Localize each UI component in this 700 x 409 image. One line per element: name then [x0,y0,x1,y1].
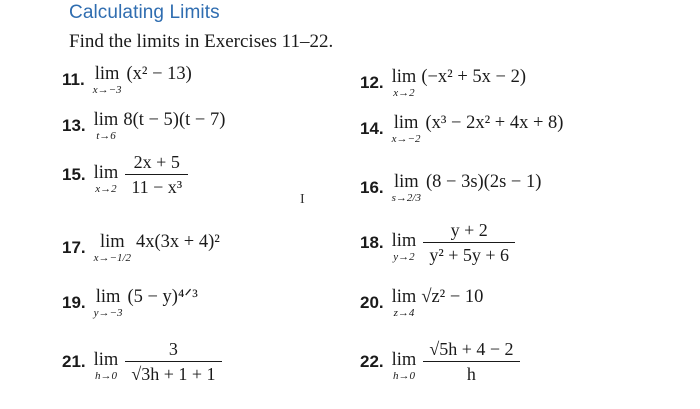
exercise-number: 19. [62,293,86,312]
limit-expression: 4x(3x + 4)² [136,231,220,252]
limit-operator [94,110,119,142]
denominator: y² + 5y + 6 [429,245,510,265]
exercise-number: 15. [62,164,86,184]
limit-subscript: t→6 [96,130,116,142]
lim-word: lim [393,172,419,192]
limit-operator [392,172,421,204]
numerator: 3 [168,339,178,359]
limit-expression: 8(t − 5)(t − 7) [123,109,226,130]
numerator: 2x + 5 [133,152,180,172]
lim-word: lim [95,287,121,307]
limit-subscript: h→0 [94,369,117,382]
denominator: 11 − x³ [131,177,183,197]
exercise-20 [360,287,483,319]
lim-word: lim [93,162,119,183]
limit-operator [392,67,417,99]
exercise-18 [360,220,515,265]
lim-word: lim [391,67,417,87]
numerator: y + 2 [450,220,488,240]
exercise-21 [62,339,222,384]
fraction [423,339,519,384]
exercise-number: 20. [360,293,384,312]
limit-subscript: x→−2 [391,133,421,145]
exercise-17 [62,232,220,264]
limit-subscript: z→4 [393,307,415,319]
limit-subscript: y→−3 [93,307,123,319]
exercise-16 [360,172,541,204]
exercise-12 [360,67,526,99]
exercise-11 [62,64,192,96]
instructions: Find the limits in Exercises 11–22. [69,31,334,52]
limit-operator [94,232,131,264]
fraction [125,152,188,197]
exercise-15 [62,152,188,197]
limit-expression: (x³ − 2x² + 4x + 8) [425,112,564,133]
denominator: h [466,364,476,384]
limit-expression: (8 − 3s)(2s − 1) [425,171,542,192]
lim-word: lim [99,232,125,252]
limit-operator [392,113,421,145]
lim-word: lim [94,64,120,84]
limit-operator [94,163,119,195]
lim-word: lim [93,349,119,370]
text-cursor-icon: I [300,192,305,207]
limit-subscript: x→2 [393,87,415,99]
denominator: √3h + 1 + 1 [131,364,216,384]
limit-subscript: y→2 [393,250,415,263]
limit-expression: (x² − 13) [126,63,192,84]
limit-operator [94,350,119,382]
limit-subscript: h→0 [392,369,415,382]
exercise-number: 18. [360,232,384,252]
exercise-number: 16. [360,178,384,197]
lim-word: lim [93,110,119,130]
limit-operator [392,231,417,263]
exercise-13 [62,110,225,142]
limit-subscript: s→2/3 [391,192,421,204]
numerator: √5h + 4 − 2 [429,339,514,359]
exercise-number: 12. [360,73,384,92]
exercise-number: 14. [360,119,384,138]
limit-expression: (−x² + 5x − 2) [421,66,526,87]
exercise-number: 17. [62,238,86,257]
exercise-number: 11. [62,70,85,89]
exercise-number: 21. [62,351,86,371]
limit-operator [392,350,417,382]
limit-subscript: x→2 [95,182,117,195]
lim-word: lim [391,287,417,307]
exercise-19 [62,287,198,319]
limit-subscript: x→−3 [92,84,122,96]
exercise-number: 13. [62,116,86,135]
fraction [423,220,515,265]
limit-operator [93,64,122,96]
lim-word: lim [393,113,419,133]
lim-word: lim [391,349,417,370]
limit-subscript: x→−1/2 [93,252,132,264]
limit-operator [392,287,417,319]
lim-word: lim [391,230,417,251]
limit-operator [94,287,123,319]
section-heading: Calculating Limits [69,2,220,23]
limit-expression: √z² − 10 [421,286,484,307]
exercise-22 [360,339,520,384]
limit-expression: (5 − y)⁴ᐟ³ [127,287,198,307]
exercise-14 [360,113,563,145]
exercise-number: 22. [360,351,384,371]
fraction [125,339,221,384]
